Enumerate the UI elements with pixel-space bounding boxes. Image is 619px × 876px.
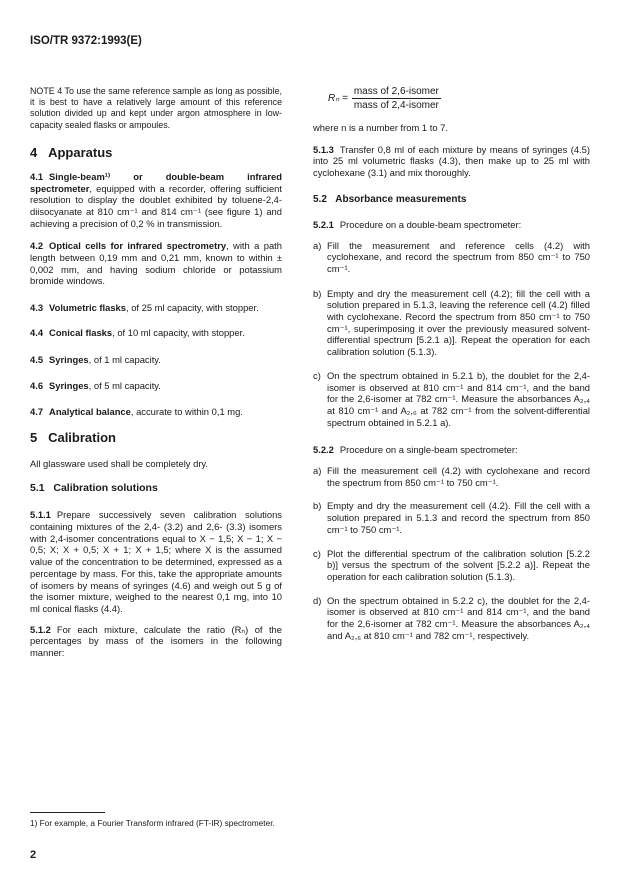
- list-label: c): [313, 547, 321, 559]
- clause-number: 5.1.3: [313, 143, 334, 155]
- footnote: 1) For example, a Fourier Transform infrared (FT-IR) spectrometer.: [30, 818, 275, 828]
- list-label: a): [313, 465, 322, 477]
- footnote-divider: [30, 812, 105, 813]
- list-label: c): [313, 369, 321, 381]
- list-item-5-2-2-b: [313, 500, 590, 535]
- clause-4-5: [30, 354, 282, 366]
- formula-lhs: Rₙ =: [328, 93, 348, 104]
- subsection-title: Calibration solutions: [53, 482, 158, 495]
- list-item-5-2-1-c: [313, 370, 590, 429]
- clause-title: Volumetric flasks: [49, 302, 126, 314]
- list-text: Fill the measurement cell (4.2) with cyclohexane and record the spectrum from 850 cm⁻¹ to 750 cm⁻¹.: [327, 465, 590, 488]
- formula-numerator: mass of 2,6-isomer: [353, 86, 439, 97]
- clause-number: 5.1.2: [30, 623, 51, 635]
- clause-number: 5.2.1: [313, 218, 334, 230]
- formula-denominator: mass of 2,4-isomer: [353, 100, 439, 111]
- list-text: Empty and dry the measurement cell (4.2). Fill the cell with a solution prepared in 5.1.3 and record the spectrum from 850 cm⁻¹ to 750 cm⁻¹.: [327, 500, 590, 535]
- clause-title: Syringes: [49, 353, 89, 365]
- clause-4-7: [30, 406, 282, 418]
- list-item-5-2-1-b: [313, 288, 590, 358]
- section-title: Apparatus: [48, 144, 113, 160]
- clause-number: 4.2: [30, 240, 44, 252]
- clause-text: Transfer 0,8 ml of each mixture by means of syringes (4.5) into 25 ml volumetric flasks (4.3), then make up to 25 ml with cyclohexane (3.1) and mix thoroughly.: [313, 143, 590, 179]
- clause-number: 5.1.1: [30, 509, 51, 521]
- where-clause: where n is a number from 1 to 7.: [313, 122, 448, 133]
- subsection-number: 5.1: [30, 482, 45, 495]
- clause-text: , equipped with a recorder, offering sufficient resolution to display the doublet exhibited by toluene-2,4-diisocyanate at 810 cm⁻¹ and 814 cm⁻¹ (see figure 1) and achieving a precision of 0,2 % in transmission.: [30, 182, 282, 229]
- clause-5-1-3: [313, 144, 590, 179]
- clause-text: , of 5 ml capacity.: [88, 380, 161, 392]
- document-header: ISO/TR 9372:1993(E): [30, 35, 142, 47]
- list-text: On the spectrum obtained in 5.2.2 c), the doublet for the 2,4-isomer is observed at 810 cm⁻¹ and 814 cm⁻¹, and the band for the 2,6-isomer at 782 cm⁻¹. Measure the absorbances A₂,₄ and A₂,₆ at 810 cm⁻¹ and 782 cm⁻¹, respectively.: [327, 594, 590, 641]
- clause-title: Syringes: [49, 380, 89, 392]
- list-text: On the spectrum obtained in 5.2.1 b), the doublet for the 2,4-isomer is observed at 810 cm⁻¹ and 814 cm⁻¹, and the band for the 2,6-isomer at 782 cm⁻¹. Measure the absorbances A₂,₄ at 810 cm⁻¹ and A₂,₆ at 782 cm⁻¹ from the solvent-differential spectrum obtained in 5.2.1 a).: [327, 369, 590, 428]
- clause-4-4: [30, 327, 282, 339]
- list-item-5-2-1-a: [313, 240, 590, 275]
- clause-title: Single-beam¹⁾ or double-beam infrared spectrometer: [30, 170, 282, 194]
- clause-text: Procedure on a double-beam spectrometer:: [339, 218, 522, 230]
- clause-number: 4.1: [30, 170, 44, 182]
- clause-number: 4.6: [30, 380, 44, 392]
- clause-4-3: [30, 302, 282, 314]
- clause-4-2: [30, 240, 282, 287]
- clause-text: For each mixture, calculate the ratio (Rₙ) of the percentages by mass of the isomers in the following manner:: [30, 623, 282, 659]
- clause-number: 4.3: [30, 302, 44, 314]
- section-number: 5: [30, 429, 38, 445]
- clause-title: Optical cells for infrared spectrometry: [49, 240, 227, 252]
- clause-title: Conical flasks: [49, 326, 113, 338]
- formula-fraction: [352, 86, 441, 111]
- list-text: Plot the differential spectrum of the calibration solution [5.2.2 b)] versus the spectrum of the solvent [5.2.2 a)]. Repeat the operation for each calibration solution (5.1.3).: [327, 547, 590, 582]
- clause-text: Procedure on a single-beam spectrometer:: [339, 444, 518, 456]
- list-item-5-2-2-a: [313, 465, 590, 488]
- clause-number: 4.4: [30, 326, 44, 338]
- list-item-5-2-2-d: [313, 595, 590, 642]
- section-title: Calibration: [48, 429, 116, 445]
- clause-number: 4.5: [30, 353, 44, 365]
- clause-text: , of 1 ml capacity.: [88, 353, 161, 365]
- subsection-5-2-heading: [313, 193, 590, 206]
- list-text: Fill the measurement and reference cells (4.2) with cyclohexane, and record the spectrum from 850 cm⁻¹ to 750 cm⁻¹.: [327, 239, 590, 274]
- clause-5-2-2: [313, 444, 590, 456]
- clause-text: , accurate to within 0,1 mg.: [130, 405, 243, 417]
- right-column: [313, 86, 590, 642]
- list-label: b): [313, 500, 322, 512]
- list-label: b): [313, 287, 322, 299]
- list-label: a): [313, 239, 322, 251]
- section-5-heading: [30, 430, 282, 446]
- list-text: Empty and dry the measurement cell (4.2); fill the cell with a solution prepared in 5.1.3, leaving the reference cell (4.2) filled with cyclohexane. Record the spectrum from 850 cm⁻¹ to 750 cm⁻¹, superimposing it over the previously measured solvent-differential spectrum [5.2.1 a)]. Repeat the operation for each calibration solution (5.1.3).: [327, 287, 590, 358]
- clause-number: 4.7: [30, 405, 44, 417]
- clause-text: Prepare successively seven calibration solutions containing mixtures of the 2,4- (3.2) and 2,6- (3.3) isomers with 2,4-isomer concentrations equal to X − 1,5; X − 1; X − 0,5; X; X + 0,5; X + 1; X + 1,5; where X is the assumed value of the concentration to be determined, expressed as a percentage by mass. For this, take the appropriate amounts of isomers by means of syringes (4.6) and weigh out 5 g of the isomer mixture, weighed to the nearest 0,1 mg, into 10 ml conical flasks (4.4).: [30, 509, 282, 614]
- section-5-intro: All glassware used shall be completely dry.: [30, 457, 209, 469]
- clause-title: Analytical balance: [49, 405, 131, 417]
- clause-text: , with a path length between 0,19 mm and 0,21 mm, known to within ± 0,002 mm, and having sodium chloride or potassium bromide windows.: [30, 240, 282, 287]
- clause-5-1-2: [30, 624, 282, 659]
- clause-4-6: [30, 380, 282, 392]
- clause-number: 5.2.2: [313, 444, 334, 456]
- list-item-5-2-2-c: [313, 548, 590, 583]
- subsection-title: Absorbance measurements: [335, 193, 467, 205]
- note-4: NOTE 4 To use the same reference sample as long as possible, it is best to have a relatively large amount of this reference solution divided up and kept under argon atmosphere in low-capacity sealed flasks or ampoules.: [30, 86, 282, 130]
- subsection-number: 5.2: [313, 193, 327, 205]
- clause-5-2-1: [313, 219, 590, 231]
- clause-text: , of 25 ml capacity, with stopper.: [126, 302, 259, 314]
- clause-text: , of 10 ml capacity, with stopper.: [112, 326, 245, 338]
- clause-4-1: [30, 171, 282, 230]
- section-4-heading: [30, 145, 282, 161]
- subsection-5-1-heading: [30, 482, 282, 495]
- list-label: d): [313, 594, 322, 606]
- left-column: [30, 86, 282, 659]
- section-number: 4: [30, 144, 38, 160]
- ratio-formula: [328, 86, 590, 111]
- clause-5-1-1: [30, 509, 282, 614]
- page-number: 2: [30, 849, 37, 861]
